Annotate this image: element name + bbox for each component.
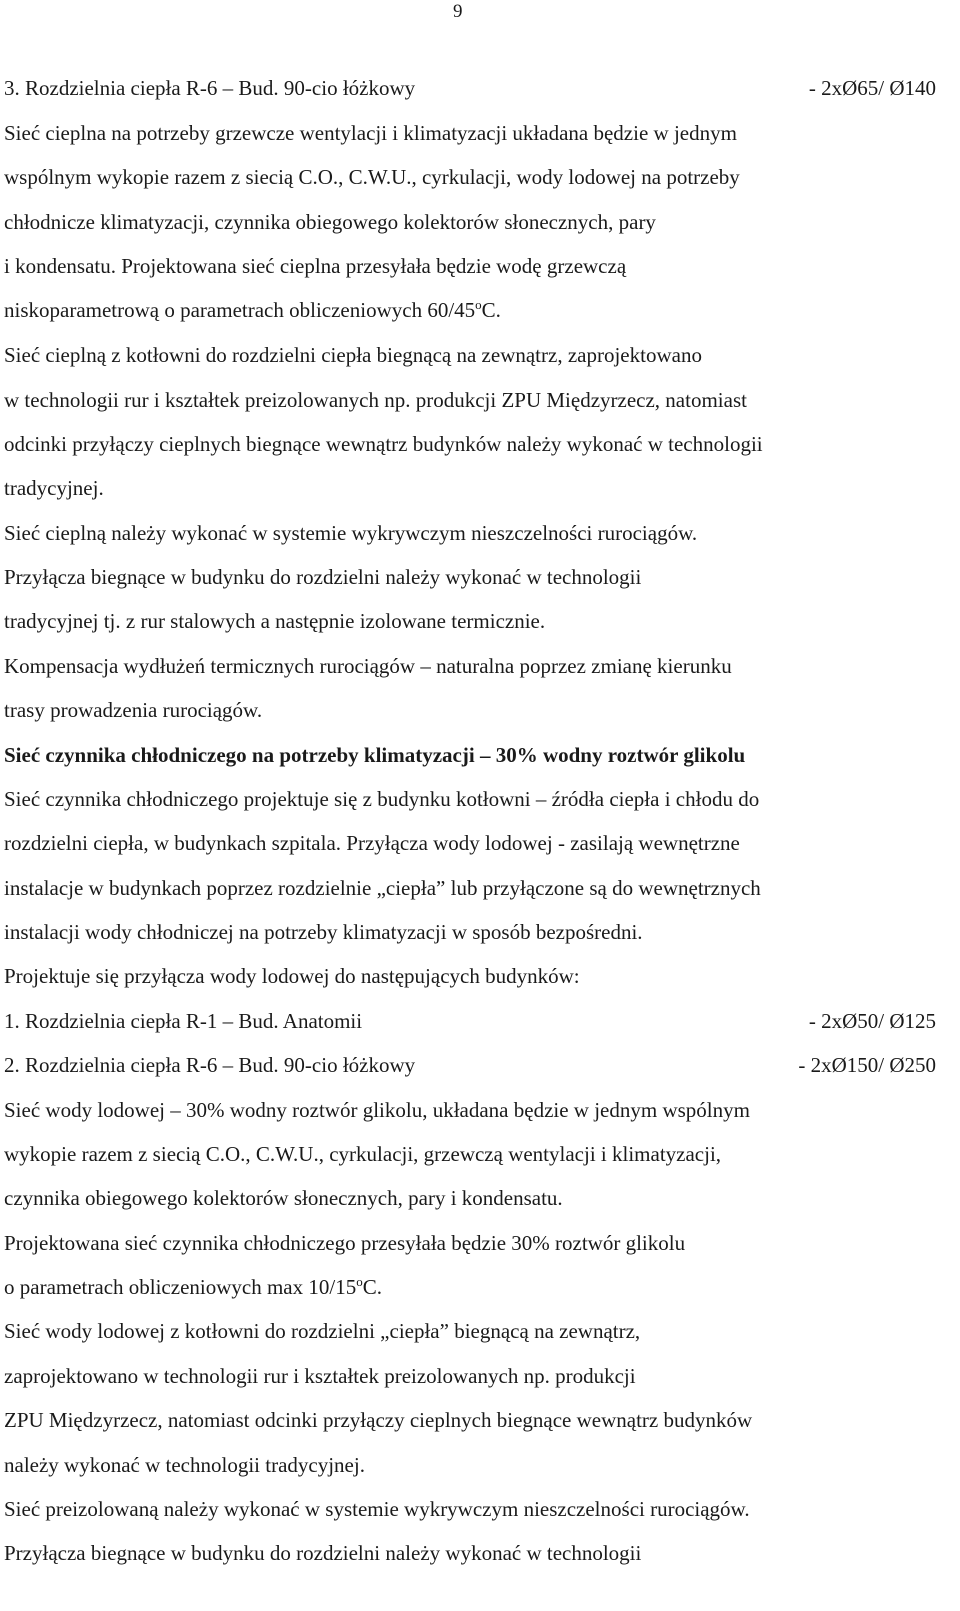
paragraph-line: wspólnym wykopie razem z siecią C.O., C.W.U., cyrkulacji, wody lodowej na potrzeby: [4, 165, 740, 189]
paragraph-line-text: o parametrach obliczeniowych max 10/15: [4, 1275, 357, 1299]
paragraph-line: Projektowana sieć czynnika chłodniczego przesyłała będzie 30% roztwór glikolu: [4, 1231, 686, 1255]
paragraph-line: Przyłącza biegnące w budynku do rozdzielni należy wykonać w technologii: [4, 565, 642, 589]
paragraph-line: wykopie razem z siecią C.O., C.W.U., cyrkulacji, grzewczą wentylacji i klimatyzacji,: [4, 1142, 722, 1166]
paragraph-line: w technologii rur i kształtek preizolowanych np. produkcji ZPU Międzyrzecz, natomiast: [4, 388, 747, 412]
paragraph-line: trasy prowadzenia rurociągów.: [4, 698, 263, 722]
temperature-unit: C.: [481, 298, 501, 322]
temperature-unit: C.: [362, 1275, 382, 1299]
paragraph-line: chłodnicze klimatyzacji, czynnika obiegowego kolektorów słonecznych, pary: [4, 210, 656, 234]
paragraph-line: Sieć cieplną z kotłowni do rozdzielni ciepła biegnącą na zewnątrz, zaprojektowano: [4, 343, 702, 367]
pipe-dimension-r1: - 2xØ50/ Ø125: [808, 1009, 936, 1033]
paragraph-line: Sieć cieplną należy wykonać w systemie wykrywczym nieszczelności rurociągów.: [4, 521, 698, 545]
pipe-dimension-r6-cooling: - 2xØ150/ Ø250: [798, 1053, 936, 1077]
paragraph-line: Kompensacja wydłużeń termicznych rurociągów – naturalna poprzez zmianę kierunku: [4, 654, 732, 678]
page-number: 9: [453, 1, 463, 22]
paragraph-line-temperature: [4, 1273, 382, 1301]
paragraph-line-temperature: [4, 296, 501, 324]
list-item-r6-building: 2. Rozdzielnia ciepła R-6 – Bud. 90-cio łóżkowy: [4, 1053, 416, 1077]
paragraph-line: tradycyjnej.: [4, 476, 104, 500]
paragraph-line: instalacje w budynkach poprzez rozdzielnie „ciepła” lub przyłączone są do wewnętrznych: [4, 876, 761, 900]
paragraph-line: Przyłącza biegnące w budynku do rozdzielni należy wykonać w technologii: [4, 1541, 642, 1565]
paragraph-line: Sieć wody lodowej – 30% wodny roztwór glikolu, układana będzie w jednym wspólnym: [4, 1098, 750, 1122]
list-item-r1-building: 1. Rozdzielnia ciepła R-1 – Bud. Anatomii: [4, 1009, 363, 1033]
paragraph-line: zaprojektowano w technologii rur i kształtek preizolowanych np. produkcji: [4, 1364, 636, 1388]
paragraph-line-text: niskoparametrową o parametrach obliczeniowych 60/45: [4, 298, 476, 322]
paragraph-line: odcinki przyłączy cieplnych biegnące wewnątrz budynków należy wykonać w technologii: [4, 432, 763, 456]
paragraph-line: ZPU Międzyrzecz, natomiast odcinki przyłączy cieplnych biegnące wewnątrz budynków: [4, 1408, 753, 1432]
paragraph-line: należy wykonać w technologii tradycyjnej.: [4, 1453, 365, 1477]
paragraph-line: tradycyjnej tj. z rur stalowych a następnie izolowane termicznie.: [4, 609, 546, 633]
paragraph-line: i kondensatu. Projektowana sieć cieplna przesyłała będzie wodę grzewczą: [4, 254, 627, 278]
section-heading-cooling-network: Sieć czynnika chłodniczego na potrzeby klimatyzacji – 30% wodny roztwór glikolu: [4, 743, 746, 767]
paragraph-line: Sieć wody lodowej z kotłowni do rozdzielni „ciepła” biegnącą na zewnątrz,: [4, 1319, 641, 1343]
paragraph-line: rozdzielni ciepła, w budynkach szpitala. Przyłącza wody lodowej - zasilają wewnętrzne: [4, 831, 740, 855]
degree-superscript: o: [356, 1274, 363, 1289]
heading-r6-building: 3. Rozdzielnia ciepła R-6 – Bud. 90-cio łóżkowy: [4, 76, 416, 100]
paragraph-line: Projektuje się przyłącza wody lodowej do następujących budynków:: [4, 964, 580, 988]
paragraph-line: czynnika obiegowego kolektorów słonecznych, pary i kondensatu.: [4, 1186, 563, 1210]
paragraph-line: Sieć czynnika chłodniczego projektuje się z budynku kotłowni – źródła ciepła i chłodu do: [4, 787, 760, 811]
degree-superscript: o: [475, 297, 482, 312]
paragraph-line: Sieć preizolowaną należy wykonać w systemie wykrywczym nieszczelności rurociągów.: [4, 1497, 750, 1521]
paragraph-line: Sieć cieplna na potrzeby grzewcze wentylacji i klimatyzacji układana będzie w jednym: [4, 121, 737, 145]
pipe-dimension-r6-heat: - 2xØ65/ Ø140: [808, 76, 936, 100]
paragraph-line: instalacji wody chłodniczej na potrzeby klimatyzacji w sposób bezpośredni.: [4, 920, 643, 944]
